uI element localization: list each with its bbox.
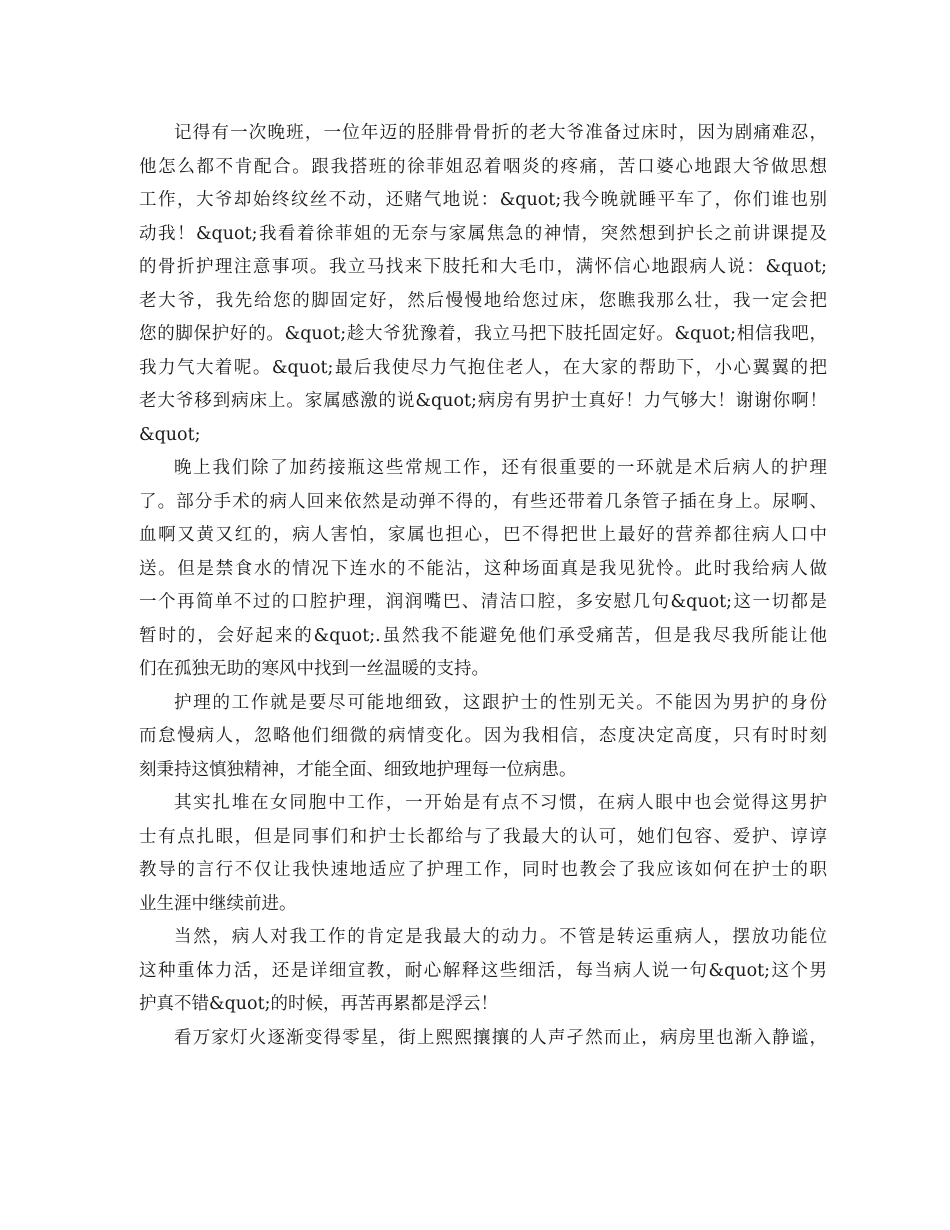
text-line: 一个再简单不过的口腔护理，润润嘴巴、清洁口腔，多安慰几句&quot;这一切都是 (139, 592, 827, 612)
text-line: 送。但是禁食水的情况下连水的不能沾，这种场面真是我见犹怜。此时我给病人做 (139, 558, 827, 579)
text-line: 血啊又黄又红的，病人害怕，家属也担心，巴不得把世上最好的营养都往病人口中 (139, 525, 827, 545)
text-line: 其实扎堆在女同胞中工作，一开始是有点不习惯，在病人眼中也会觉得这男护 (174, 793, 827, 813)
text-line: 护理的工作就是要尽可能地细致，这跟护士的性别无关。不能因为男护的身份 (174, 692, 827, 713)
text-line: 看万家灯火逐渐变得零星，街上熙熙攘攘的人声孑然而止，病房里也渐入静谧， (174, 1027, 827, 1048)
text-line: 老大爷移到病床上。家属感激的说&quot;病房有男护士真好！力气够大！谢谢你啊！ (139, 391, 827, 411)
text-line: 晚上我们除了加药接瓶这些常规工作，还有很重要的一环就是术后病人的护理 (174, 458, 827, 478)
text-line: 当然，病人对我工作的肯定是我最大的动力。不管是转运重病人，摆放功能位 (174, 927, 827, 947)
text-line: 您的脚保护好的。&quot;趁大爷犹豫着，我立马把下肢托固定好。&quot;相信我吧， (139, 324, 827, 344)
text-line: 业生涯中继续前进。 (139, 893, 297, 914)
text-line: 老大爷，我先给您的脚固定好，然后慢慢地给您过床，您瞧我那么壮，我一定会把 (139, 290, 827, 311)
text-line: 了。部分手术的病人回来依然是动弹不得的，有些还带着几条管子插在身上。尿啊、 (139, 491, 827, 512)
text-line: 工作，大爷却始终纹丝不动，还赌气地说：&quot;我今晚就睡平车了，你们谁也别 (139, 190, 827, 210)
paragraph-5 (139, 921, 827, 1022)
text-line: 护真不错&quot;的时候，再苦再累都是浮云！ (139, 994, 499, 1014)
paragraph-4 (139, 787, 827, 921)
paragraph-2 (139, 452, 827, 687)
text-line: 教导的言行不仅让我快速地适应了护理工作，同时也教会了我应该如何在护士的职 (139, 860, 827, 880)
text-line: 刻秉持这慎独精神，才能全面、细致地护理每一位病患。 (139, 759, 577, 780)
paragraph-3 (139, 687, 827, 788)
text-line: 的骨折护理注意事项。我立马找来下肢托和大毛巾，满怀信心地跟病人说：&quot; (139, 257, 827, 277)
text-line: 而怠慢病人，忽略他们细微的病情变化。因为我相信，态度决定高度，只有时时刻 (139, 726, 827, 746)
text-line: 暂时的，会好起来的&quot;.虽然我不能避免他们承受痛苦，但是我尽我所能让他 (139, 625, 827, 646)
text-line: 我力气大着呢。&quot;最后我使尽力气抱住老人，在大家的帮助下，小心翼翼的把 (139, 357, 827, 378)
text-line: 士有点扎眼，但是同事们和护士长都给与了我最大的认可，她们包容、爱护、谆谆 (139, 826, 827, 847)
text-line: 这种重体力活，还是详细宣教，耐心解释这些细活，每当病人说一句&quot;这个男 (139, 960, 827, 981)
document-page (139, 117, 827, 1055)
paragraph-1 (139, 117, 827, 452)
text-line: 们在孤独无助的寒风中找到一丝温暖的支持。 (139, 659, 489, 679)
text-line: 动我！&quot;我看着徐菲姐的无奈与家属焦急的神情，突然想到护长之前讲课提及 (139, 223, 827, 244)
text-line: 记得有一次晚班，一位年迈的胫腓骨骨折的老大爷准备过床时，因为剧痛难忍， (174, 123, 827, 143)
text-line: &quot; (139, 424, 201, 445)
paragraph-6 (139, 1022, 827, 1056)
text-line: 他怎么都不肯配合。跟我搭班的徐菲姐忍着咽炎的疼痛，苦口婆心地跟大爷做思想 (139, 156, 827, 177)
